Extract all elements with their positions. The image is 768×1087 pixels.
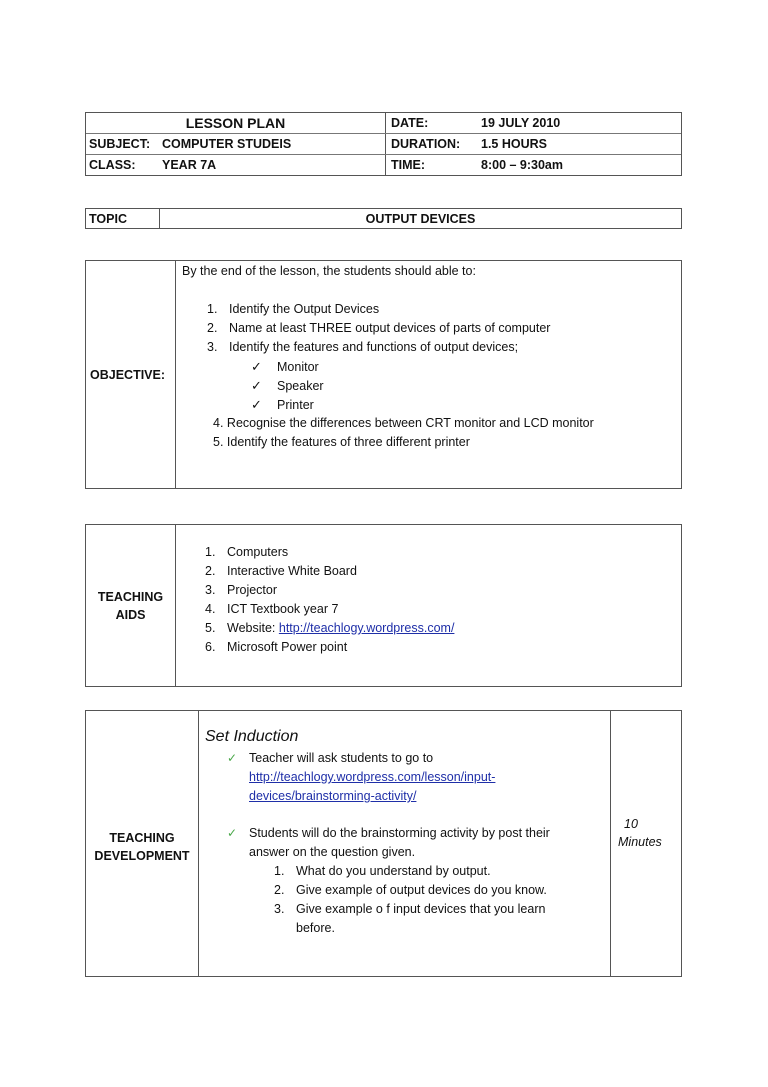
check-text: Speaker xyxy=(277,379,324,393)
teaching-aids-label xyxy=(86,525,176,686)
item-text: Interactive White Board xyxy=(227,564,357,578)
item-number: 4. xyxy=(213,416,224,430)
aid-item xyxy=(205,621,454,635)
time-unit: Minutes xyxy=(618,835,662,849)
checkmark-icon: ✓ xyxy=(251,359,262,374)
item-number: 3. xyxy=(274,902,285,916)
date-cell xyxy=(386,113,681,133)
check-item xyxy=(251,397,314,413)
check-text: Monitor xyxy=(277,360,319,374)
item-number: 2. xyxy=(205,564,216,578)
objective-intro: By the end of the lesson, the students should able to: xyxy=(182,264,476,278)
bullet-item xyxy=(227,826,550,840)
item-number: 3. xyxy=(205,583,216,597)
item-text: Give example o f input devices that you learn xyxy=(296,902,546,916)
aid-item xyxy=(205,640,347,654)
time-column xyxy=(610,711,681,976)
topic-table xyxy=(85,208,682,229)
activity-link-cont[interactable]: devices/brainstorming-activity/ xyxy=(249,789,417,803)
class-cell xyxy=(86,155,386,175)
item-number: 5. xyxy=(205,621,216,635)
question-item xyxy=(274,864,491,878)
website-link[interactable]: http://teachlogy.wordpress.com/ xyxy=(278,621,455,635)
lesson-header-table xyxy=(85,112,682,176)
item-text: Give example of output devices do you know. xyxy=(296,883,547,897)
item-text: Identify the features of three different printer xyxy=(226,435,470,449)
header-row-class xyxy=(86,154,681,175)
section-title: Set Induction xyxy=(205,728,299,745)
item-number: 1. xyxy=(207,302,218,316)
duration-label: DURATION: xyxy=(391,137,461,151)
item-text: Recognise the differences between CRT monitor and LCD monitor xyxy=(226,416,594,430)
teaching-aids-table xyxy=(85,524,682,687)
date-value: 19 JULY 2010 xyxy=(481,116,561,130)
question-item-cont: before. xyxy=(296,921,335,935)
bullet-text: Teacher will ask students to go to xyxy=(249,751,434,765)
date-label: DATE: xyxy=(391,116,429,130)
bullet-text-cont: answer on the question given. xyxy=(249,845,416,859)
check-item xyxy=(251,378,324,394)
time-number: 10 xyxy=(624,817,638,831)
topic-value: OUTPUT DEVICES xyxy=(365,211,476,226)
aid-item xyxy=(205,564,357,578)
teaching-development-table xyxy=(85,710,682,977)
item-number: 1. xyxy=(274,864,285,878)
objective-table xyxy=(85,260,682,489)
objective-body xyxy=(176,261,681,488)
item-number: 2. xyxy=(274,883,285,897)
item-text: What do you understand by output. xyxy=(296,864,491,878)
item-number: 1. xyxy=(205,545,216,559)
bullet-text: Students will do the brainstorming activity by post their xyxy=(249,826,550,840)
item-text: Microsoft Power point xyxy=(227,640,348,654)
item-text: Computers xyxy=(227,545,289,559)
duration-value: 1.5 HOURS xyxy=(481,137,547,151)
subject-cell xyxy=(86,134,386,154)
objective-item xyxy=(207,321,550,335)
item-number: 5. xyxy=(213,435,224,449)
aid-item xyxy=(205,583,277,597)
class-value: YEAR 7A xyxy=(162,158,217,172)
label-line: DEVELOPMENT xyxy=(94,848,190,863)
item-text: ICT Textbook year 7 xyxy=(227,602,339,616)
objective-item xyxy=(207,302,379,316)
topic-label: TOPIC xyxy=(86,209,160,228)
objective-item xyxy=(207,340,518,354)
teaching-aids-body xyxy=(176,525,681,686)
link-line xyxy=(249,789,416,803)
question-item xyxy=(274,902,545,916)
aid-item xyxy=(205,602,338,616)
item-text: Identify the Output Devices xyxy=(229,302,380,316)
teaching-development-label xyxy=(86,711,199,976)
checkmark-icon: ✓ xyxy=(251,397,262,412)
item-text: Name at least THREE output devices of parts of computer xyxy=(229,321,551,335)
checkmark-icon: ✓ xyxy=(251,378,262,393)
item-text: Website: xyxy=(227,621,279,635)
link-line xyxy=(249,770,495,784)
item-number: 3. xyxy=(207,340,218,354)
duration-cell xyxy=(386,134,681,154)
class-label: CLASS: xyxy=(89,158,136,172)
item-text: Identify the features and functions of output devices; xyxy=(229,340,519,354)
header-row-title xyxy=(86,113,681,133)
objective-item xyxy=(213,416,594,430)
activity-link[interactable]: http://teachlogy.wordpress.com/lesson/input- xyxy=(249,770,496,784)
objective-item xyxy=(213,435,470,449)
question-item xyxy=(274,883,547,897)
bullet-item xyxy=(227,751,433,765)
objective-label: OBJECTIVE: xyxy=(86,261,176,488)
mouse-bullet-icon: ✓ xyxy=(227,826,238,840)
subject-label: SUBJECT: xyxy=(89,137,151,151)
item-number: 4. xyxy=(205,602,216,616)
teaching-development-body xyxy=(199,711,610,976)
label-line: TEACHING xyxy=(109,830,175,845)
header-row-subject xyxy=(86,133,681,154)
mouse-bullet-icon: ✓ xyxy=(227,751,238,765)
subject-value: COMPUTER STUDEIS xyxy=(162,137,292,151)
item-number: 6. xyxy=(205,640,216,654)
check-text: Printer xyxy=(277,398,314,412)
aid-item xyxy=(205,545,288,559)
lesson-plan-title: LESSON PLAN xyxy=(86,113,386,133)
time-value: 8:00 – 9:30am xyxy=(481,158,564,172)
item-text: Projector xyxy=(227,583,278,597)
check-item xyxy=(251,359,319,375)
label-line: AIDS xyxy=(115,607,146,622)
time-label: TIME: xyxy=(391,158,426,172)
item-number: 2. xyxy=(207,321,218,335)
label-line: TEACHING xyxy=(97,589,164,604)
time-cell xyxy=(386,155,681,175)
